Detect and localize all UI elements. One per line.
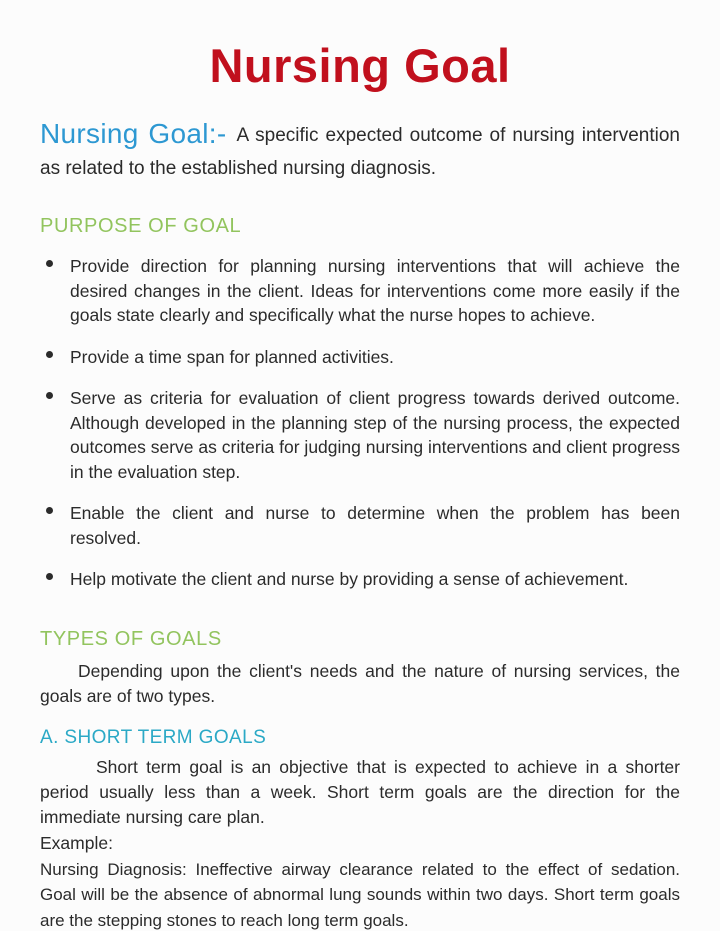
example-label: Example: (40, 832, 113, 853)
bullet-icon (46, 507, 53, 514)
bullet-icon (46, 260, 53, 267)
list-item (40, 501, 680, 550)
list-item (40, 386, 680, 484)
short-term-goals-heading: A. SHORT TERM GOALS (40, 726, 267, 748)
definition-paragraph (40, 117, 680, 185)
bullet-icon (46, 392, 53, 399)
list-item (40, 567, 680, 592)
definition-text: A specific expected outcome of nursing intervention as related to the established nursing diagnosis. (40, 125, 680, 179)
short-term-paragraph: Short term goal is an objective that is expected to achieve in a shorter period usually less than a week. Short term goals are the direction for the immediate nursing care plan. (40, 756, 680, 827)
list-item-text: Help motivate the client and nurse by providing a sense of achievement. (70, 569, 629, 589)
list-item-text: Provide direction for planning nursing interventions that will achieve the desired changes in the client. Ideas for interventions come more easily if the goals state clearly and specifically what the nurse hopes to achieve. (70, 256, 680, 325)
bullet-icon (46, 573, 53, 580)
list-item-text: Enable the client and nurse to determine when the problem has been resolved. (70, 503, 680, 548)
purpose-heading: PURPOSE OF GOAL (40, 215, 242, 237)
types-heading: TYPES OF GOALS (40, 627, 222, 650)
definition-label: Nursing Goal:- (40, 118, 227, 149)
list-item (40, 254, 680, 328)
bullet-icon (46, 351, 53, 358)
list-item (40, 345, 680, 370)
example-paragraph: Nursing Diagnosis: Ineffective airway clearance related to the effect of sedation. Goal will be the absence of abnormal lung sounds within two days. Short term goals are the stepping stones to reach long term goals. (40, 859, 680, 930)
page-title: Nursing Goal (209, 39, 511, 92)
purpose-list (40, 254, 680, 592)
list-item-text: Provide a time span for planned activities. (70, 346, 394, 367)
types-intro-paragraph: Depending upon the client's needs and the nature of nursing services, the goals are of two types. (40, 660, 680, 706)
list-item-text: Serve as criteria for evaluation of client progress towards derived outcome. Although developed in the planning step of the nursing process, the expected outcomes serve as criteria for judging nursing interventions and client progress in the evaluation step. (70, 388, 680, 482)
